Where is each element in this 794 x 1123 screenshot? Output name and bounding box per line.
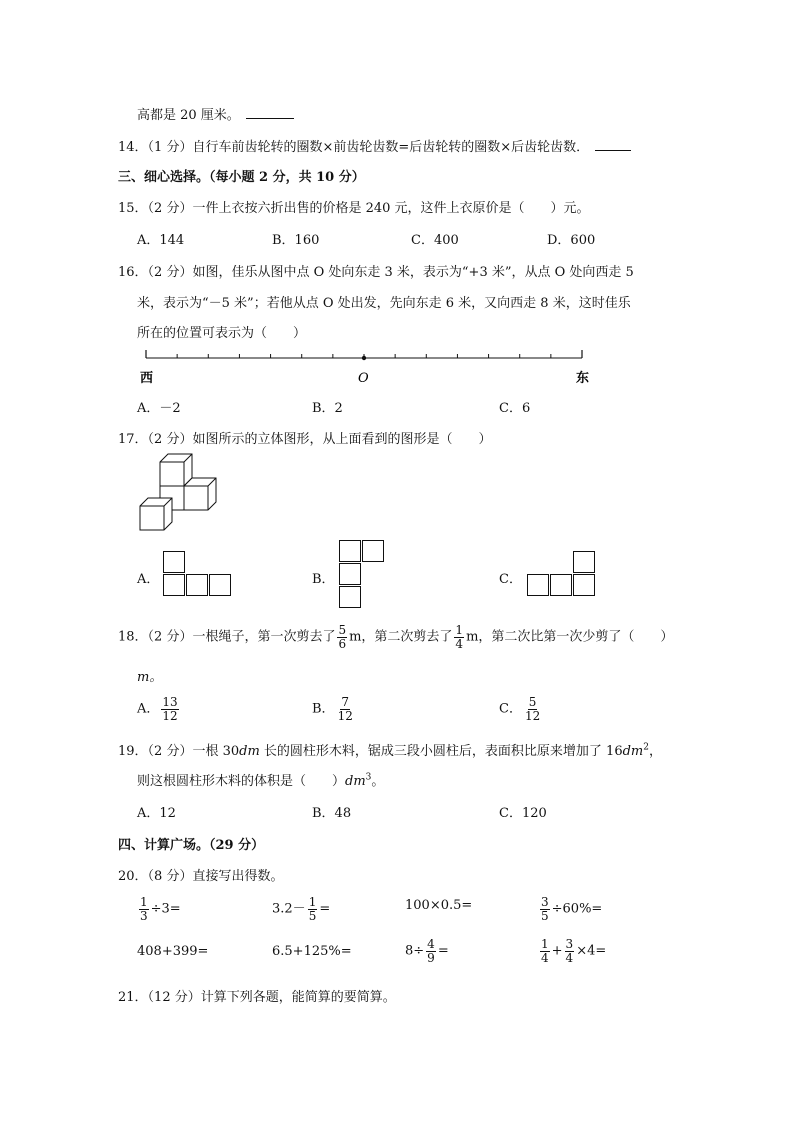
q19-option-c[interactable]: C．120 — [499, 806, 547, 821]
q15-option-b[interactable]: B．160 — [272, 233, 320, 248]
answer-blank[interactable] — [595, 138, 631, 151]
q18-option-a[interactable]: A． $\frac{13}{12}$ — [137, 695, 178, 723]
q17-option-b[interactable]: B． — [312, 572, 335, 587]
q20-expr-4: $\frac{3}{5}$ ÷60%= — [541, 895, 603, 923]
origin-point — [362, 356, 366, 360]
q16-option-c[interactable]: C．6 — [499, 401, 531, 416]
question-15-stem: 15．（2 分）一件上衣按六折出售的价格是 240 元，这件上衣原价是（ ）元。 — [118, 201, 590, 216]
question-16-line3: 所在的位置可表示为（ ） — [137, 326, 307, 341]
q17-option-a[interactable]: A． — [137, 572, 160, 587]
q20-expr-6: 6.5+125%= — [272, 944, 352, 959]
fraction-5-6: $\frac{5}{6}$ — [338, 623, 347, 651]
question-19-line2: 则这根圆柱形木料的体积是（ ）$dm^3$。 — [137, 772, 385, 789]
question-16-line2: 米，表示为“－5 米”；若他从点 O 处出发，先向东走 6 米，又向西走 8 米，这时佳乐 — [137, 296, 631, 311]
q20-expr-7: 8÷ $\frac{4}{9}$ = — [405, 937, 449, 965]
q15-option-d[interactable]: D．600 — [547, 233, 596, 248]
section-3-heading: 三、细心选择。（每小题 2 分，共 10 分） — [118, 170, 365, 185]
west-label: 西 — [140, 371, 154, 386]
q13-tail: 高都是 20 厘米。 — [137, 104, 294, 123]
q20-expr-8: $\frac{1}{4}$ + $\frac{3}{4}$ ×4= — [541, 937, 607, 965]
q19-option-a[interactable]: A．12 — [137, 806, 176, 821]
east-label: 东 — [576, 371, 590, 386]
question-21-stem: 21．（12 分）计算下列各题，能简算的要简算。 — [118, 990, 396, 1005]
question-16-line1: 16．（2 分）如图，佳乐从图中点 O 处向东走 3 米，表示为“+3 米”，从点 O 处向西走 5 — [118, 265, 634, 280]
fraction-1-4: $\frac{1}{4}$ — [455, 623, 464, 651]
q17-option-c[interactable]: C． — [499, 572, 522, 587]
question-17-stem: 17．（2 分）如图所示的立体图形，从上面看到的图形是（ ） — [118, 432, 492, 447]
section-4-heading: 四、计算广场。（29 分） — [118, 838, 265, 853]
q20-expr-2: 3.2－ $\frac{1}{5}$ = — [272, 895, 331, 923]
solid-figure-cubes — [138, 452, 218, 532]
q18-option-b[interactable]: B． $\frac{7}{12}$ — [312, 695, 353, 723]
question-19-line1: 19．（2 分）一根 30dm 长的圆柱形木料，锯成三段小圆柱后，表面积比原来增加了 $16dm^2$， — [118, 742, 662, 759]
question-20-stem: 20．（8 分）直接写出得数。 — [118, 869, 284, 884]
q18-option-c[interactable]: C． $\frac{5}{12}$ — [499, 695, 541, 723]
q16-option-a[interactable]: A．－2 — [137, 401, 181, 416]
origin-label: O — [358, 371, 369, 386]
question-18-line1: 18．（2 分）一根绳子，第一次剪去了 $\frac{5}{6}$ m，第二次剪去了 $\frac{1}{4}$ m，第二次比第一次少剪了（ ） — [118, 623, 674, 651]
q15-option-c[interactable]: C．400 — [411, 233, 459, 248]
question-14: 14．（1 分）自行车前齿轮转的圈数×前齿轮齿数=后齿轮转的圈数×后齿轮齿数． — [118, 136, 631, 155]
q16-option-b[interactable]: B．2 — [312, 401, 343, 416]
q19-option-b[interactable]: B．48 — [312, 806, 352, 821]
question-18-line2: m。 — [137, 670, 163, 685]
q15-option-a[interactable]: A．144 — [137, 233, 185, 248]
q20-expr-3: 100×0.5= — [405, 898, 473, 913]
answer-blank[interactable] — [246, 106, 294, 119]
q20-expr-5: 408+399= — [137, 944, 209, 959]
number-line-figure — [140, 348, 590, 388]
q20-expr-1: $\frac{1}{3}$ ÷3= — [140, 895, 181, 923]
